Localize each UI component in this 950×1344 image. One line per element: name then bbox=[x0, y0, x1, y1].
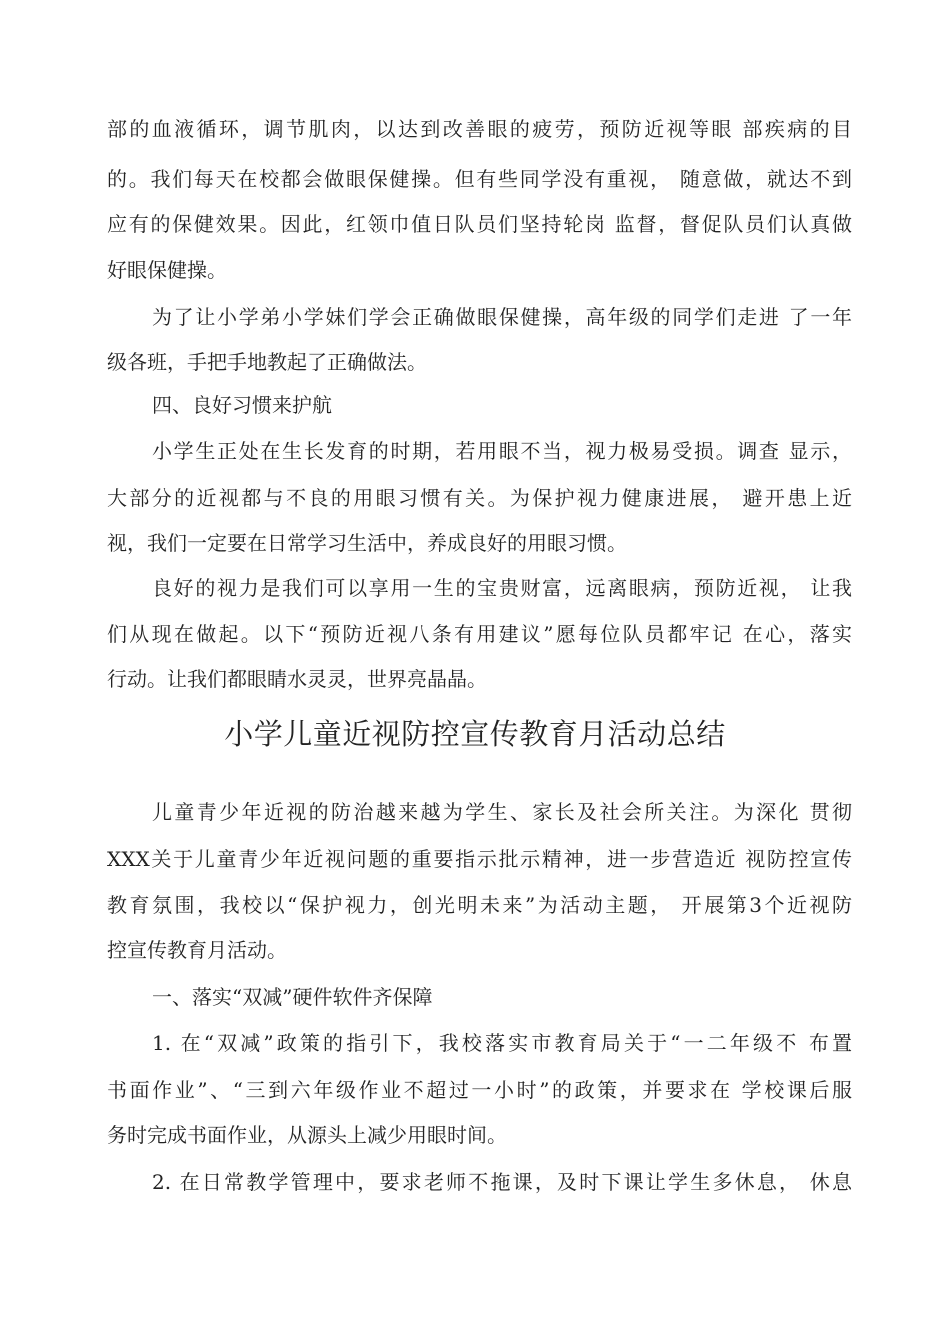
text-line: 书面作业”、“三到六年级作业不超过一小时”的政策，并要求在 学校课后服 bbox=[107, 1078, 852, 1102]
text-line: 小学生正处在生长发育的时期，若用眼不当，视力极易受损。调查 显示， bbox=[152, 439, 852, 463]
text-line: 控宣传教育月活动。 bbox=[107, 938, 287, 962]
text-line: 部的血液循环，调节肌肉，以达到改善眼的疲劳，预防近视等眼 部疾病的目 bbox=[107, 117, 852, 141]
text-line: 良好的视力是我们可以享用一生的宝贵财富，远离眼病，预防近视， 让我 bbox=[152, 576, 852, 600]
document-title: 小学儿童近视防控宣传教育月活动总结 bbox=[224, 717, 726, 751]
text-line: 级各班，手把手地教起了正确做法。 bbox=[107, 350, 427, 374]
text-line: 视，我们一定要在日常学习生活中，养成良好的用眼习惯。 bbox=[107, 531, 627, 555]
text-line: 行动。让我们都眼睛水灵灵，世界亮晶晶。 bbox=[107, 667, 487, 691]
text-line: 大部分的近视都与不良的用眼习惯有关。为保护视力健康进展， 避开患上近 bbox=[107, 486, 852, 510]
text-line: 2. 在日常教学管理中，要求老师不拖课，及时下课让学生多休息， 休息 bbox=[152, 1170, 852, 1194]
text-line: 教育氛围，我校以“保护视力，创光明未来”为活动主题， 开展第3个近视防 bbox=[107, 893, 852, 917]
section-heading: 四、良好习惯来护航 bbox=[152, 393, 332, 417]
section-heading: 一、落实“双减”硬件软件齐保障 bbox=[152, 985, 433, 1009]
text-line: XXX关于儿童青少年近视问题的重要指示批示精神，进一步营造近 视防控宣传 bbox=[107, 847, 852, 871]
text-line: 们从现在做起。以下“预防近视八条有用建议”愿每位队员都牢记 在心，落实 bbox=[107, 622, 852, 646]
text-line: 为了让小学弟小学妹们学会正确做眼保健操，高年级的同学们走进 了一年 bbox=[152, 305, 852, 329]
text-line: 1. 在“双减”政策的指引下，我校落实市教育局关于“一二年级不 布置 bbox=[152, 1031, 852, 1055]
text-line: 的。我们每天在校都会做眼保健操。但有些同学没有重视， 随意做，就达不到 bbox=[107, 167, 852, 191]
text-line: 应有的保健效果。因此，红领巾值日队员们坚持轮岗 监督，督促队员们认真做 bbox=[107, 212, 852, 236]
text-line: 务时完成书面作业，从源头上减少用眼时间。 bbox=[107, 1123, 507, 1147]
text-line: 好眼保健操。 bbox=[107, 258, 227, 282]
text-line: 儿童青少年近视的防治越来越为学生、家长及社会所关注。为深化 贯彻 bbox=[152, 800, 852, 824]
